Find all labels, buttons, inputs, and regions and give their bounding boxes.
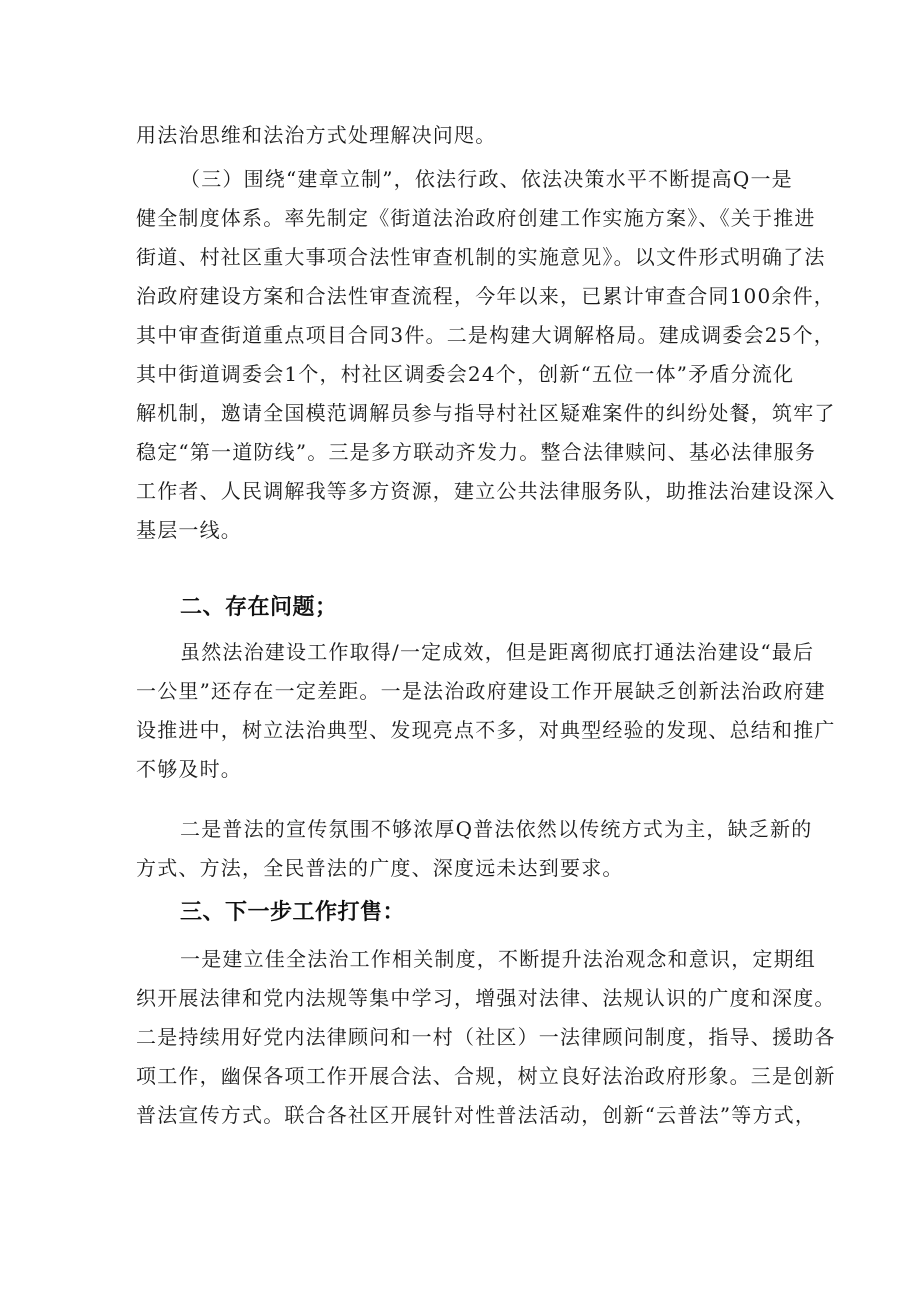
text-line: 虽然法治建设工作取得/一定成效，但是距离彻底打通法治建设“最后 [180, 640, 815, 664]
text-line: 方式、方法，全民普法的广度、深度远未达到要求。 [136, 856, 624, 880]
text-line: 解机制，邀请全国模范调解员参与指导村社区疑难案件的纠纷处餐，筑牢了 [136, 401, 836, 425]
text-line: 工作者、人民调解我等多方资源，建立公共法律服务队，助推法治建设深入 [136, 479, 836, 503]
paragraph-problems-two [136, 810, 813, 888]
text-line: 普法宣传方式。联合各社区开展针对性普法活动，创新“云普法”等方式， [136, 1103, 817, 1127]
text-line: 织开展法律和党内法规等集中学习，增强对法律、法规认识的广度和深度。 [136, 986, 836, 1010]
paragraph-continuation [136, 116, 792, 155]
text-line: 街道、村社区重大事项合法性审查机制的实施意见》。以文件形式明确了法 [136, 245, 826, 269]
text-line: 不够及时。 [136, 757, 242, 781]
paragraph-section-three [136, 160, 836, 550]
paragraph-problems-one [136, 633, 836, 789]
section-heading-problems: 二、存在问题； [180, 595, 338, 620]
text-line: 治政府建设方案和合法性审查流程，今年以来，已累计审查合同100余件， [136, 284, 835, 308]
text-line: 基层一线。 [136, 518, 242, 542]
text-line: 二是普法的宣传氛围不够浓厚Q普法依然以传统方式为主，缺乏新的 [180, 817, 813, 841]
text-line: 用法治思维和法治方式处理解决问咫。 [136, 123, 497, 147]
text-line: 其中审查街道重点项目合同3件。二是构建大调解格局。建成调委会25个， [136, 323, 835, 347]
text-line: 稳定“第一道防线”。三是多方联动齐发力。整合法律赎问、基必法律服务 [136, 440, 817, 464]
paragraph-next-steps [136, 940, 836, 1135]
text-line: 一公里”还存在一定差距。一是法治政府建设工作开展缺乏创新法治政府建 [136, 679, 826, 703]
text-line: 健全制度体系。率先制定《街道法治政府创建工作实施方案》、《关于推进 [136, 206, 816, 230]
text-line: 一是建立佳全法治工作相关制度，不断提升法治观念和意识，定期组 [180, 947, 816, 971]
text-line: 其中街道调委会1个，村社区调委会24个，创新“五位一体”矛盾分流化 [136, 362, 795, 386]
text-line: 项工作，幽保各项工作开展合法、合规，树立良好法治政府形象。三是创新 [136, 1064, 836, 1088]
text-line: （三）围绕“建章立制”，依法行政、依法决策水平不断提高Q一是 [180, 167, 793, 191]
text-line: 二是持续用好党内法律顾问和一村（社区）一法律顾问制度，指导、援助各 [136, 1025, 836, 1049]
section-heading-next-steps: 三、下一步工作打售： [180, 900, 406, 925]
text-line: 设推进中，树立法治典型、发现亮点不多，对典型经验的发现、总结和推广 [136, 718, 836, 742]
